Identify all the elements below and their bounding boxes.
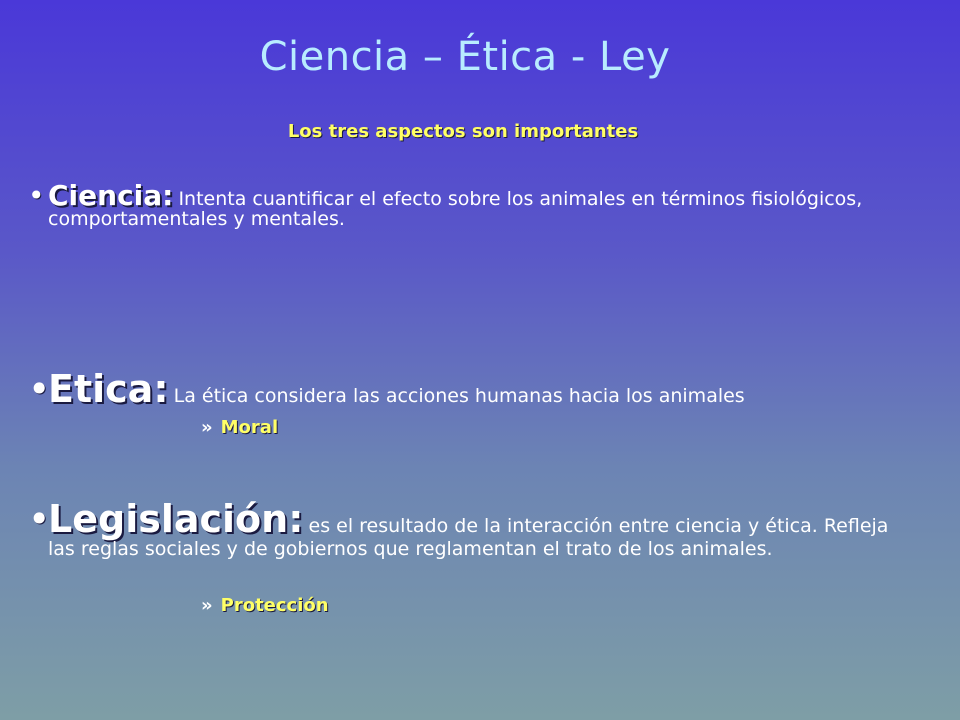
bullet-marker: • — [28, 367, 51, 411]
bullet-marker: • — [28, 179, 45, 212]
bullet-legislacion — [28, 497, 908, 560]
bullet-term-ciencia: Ciencia: — [48, 179, 174, 212]
sub-bullet-proteccion — [201, 595, 329, 616]
bullet-term-legislacion: Legislación: — [48, 497, 304, 541]
bullet-text-ciencia: Intenta cuantificar el efecto sobre los animales en términos fisiológicos, comportamentales y mentales. — [48, 188, 863, 231]
bullet-ciencia — [28, 181, 908, 230]
bullet-etica — [28, 367, 908, 411]
sub-bullet-text-proteccion: Protección — [220, 595, 329, 616]
sub-bullet-moral — [201, 417, 278, 438]
bullet-text-etica: La ética considera las acciones humanas hacia los animales — [173, 385, 745, 407]
slide-title: Ciencia – Ética - Ley — [259, 34, 671, 80]
bullet-marker: • — [28, 497, 51, 541]
sub-bullet-marker: » — [201, 417, 213, 438]
sub-bullet-text-moral: Moral — [220, 417, 279, 438]
slide-subtitle: Los tres aspectos son importantes — [287, 121, 639, 142]
bullet-text-legislacion: es el resultado de la interacción entre ciencia y ética. Refleja las reglas sociales y de gobiernos que reglamentan el trato de los animales. — [48, 515, 889, 560]
bullet-term-etica: Etica: — [48, 367, 169, 411]
sub-bullet-marker: » — [201, 595, 213, 616]
